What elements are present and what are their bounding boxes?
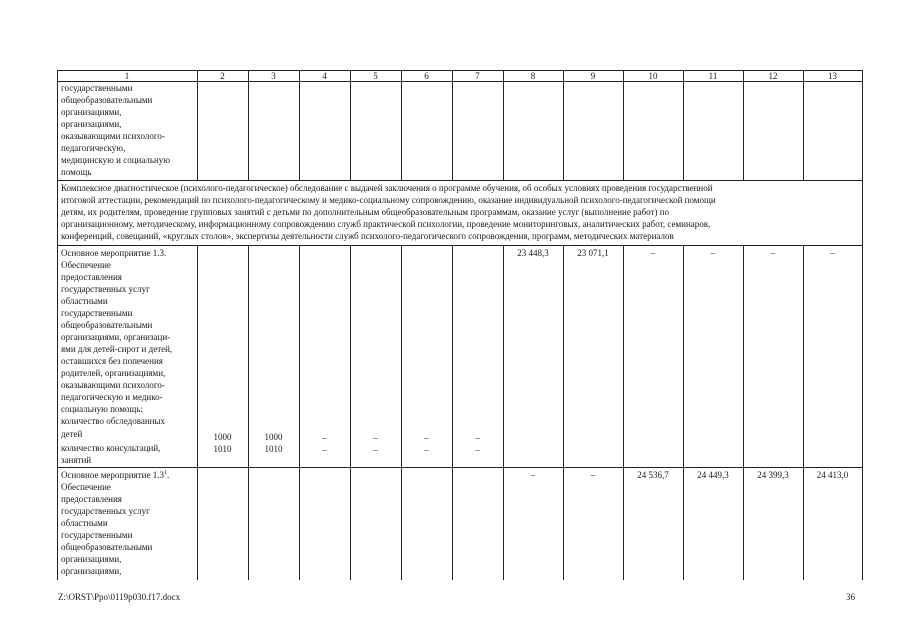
- column-divider: [197, 245, 198, 580]
- cell-text-line: Основное мероприятие 1.3.: [61, 248, 167, 258]
- row-divider: [57, 467, 863, 468]
- cell-text-line: занятий: [61, 455, 92, 465]
- cell-text-line: педагогическую,: [61, 143, 126, 153]
- row-c-title-end: .: [166, 470, 170, 480]
- table-border-left: [57, 70, 58, 580]
- row-divider: [57, 245, 863, 246]
- column-divider: [503, 245, 504, 580]
- cell-value: –: [475, 445, 480, 455]
- column-divider: [248, 70, 249, 180]
- cell-value: –: [590, 470, 596, 480]
- cell-text-line: общеобразовательными: [61, 320, 153, 330]
- cell-value: –: [373, 445, 378, 455]
- header-cell: 13: [828, 71, 837, 81]
- cell-value: 1010: [213, 444, 232, 454]
- cell-text-line: оказывающими психолого-: [61, 131, 165, 141]
- column-divider: [623, 70, 624, 180]
- page-number: 36: [846, 592, 855, 602]
- column-divider: [563, 70, 564, 180]
- header-row-divider: [57, 81, 863, 82]
- cell-text-line: педагогическую и медико-: [61, 392, 163, 402]
- cell-value: 24 413,0: [816, 470, 849, 480]
- column-divider: [743, 70, 744, 180]
- cell-value: –: [650, 248, 656, 258]
- cell-value: –: [322, 445, 327, 455]
- section-text-line: итоговой аттестации, рекомендаций по психолого-педагогическому и медико-социальному сопровождению, оказание индивидуальной психолого-педагогической помощи: [61, 195, 716, 205]
- row-c-title-superscript: 1: [163, 470, 167, 476]
- column-divider: [401, 70, 402, 180]
- column-divider: [401, 245, 402, 580]
- cell-value: 24 536,7: [637, 470, 669, 480]
- cell-text-line: родителей, организациями,: [61, 368, 166, 378]
- cell-value: –: [424, 433, 429, 443]
- header-cell: 1: [124, 71, 130, 81]
- cell-text-line: оказывающими психолого-: [61, 380, 165, 390]
- column-divider: [803, 245, 804, 580]
- cell-value: –: [710, 248, 716, 258]
- cell-value: 1000: [264, 432, 283, 442]
- cell-value: –: [424, 445, 429, 455]
- cell-value: –: [322, 433, 327, 443]
- cell-text-line: государственными: [61, 308, 133, 318]
- cell-text-line: помощь: [61, 167, 92, 177]
- cell-text-line: детей: [61, 429, 83, 439]
- cell-text-line: областными: [61, 518, 108, 528]
- column-divider: [248, 245, 249, 580]
- column-divider: [683, 70, 684, 180]
- header-cell: 12: [768, 71, 778, 81]
- section-text-line: детям, их родителям, проведение групповых занятий с детьми по дополнительным общеобразовательным программам, оказание услуг (выполнение работ) по: [61, 207, 670, 217]
- column-divider: [299, 70, 300, 180]
- column-divider: [350, 245, 351, 580]
- column-divider: [197, 70, 198, 180]
- section-text-line: конференций, совещаний, «круглых столов», экспертизы деятельности служб психолого-педагогического сопровождения, программ, методических материалов: [61, 231, 674, 241]
- cell-value: 24 449,3: [697, 470, 729, 480]
- header-cell: 4: [322, 71, 327, 81]
- cell-text-line: количество консультаций,: [61, 443, 161, 453]
- cell-text-line: медицинскую и социальную: [61, 155, 171, 165]
- header-cell: 2: [220, 71, 225, 81]
- cell-text-line: социальную помощь:: [61, 404, 143, 414]
- cell-text-line: организациями,: [61, 554, 122, 564]
- column-divider: [563, 245, 564, 580]
- cell-value: 23 448,3: [517, 248, 549, 258]
- cell-value: 1000: [213, 432, 232, 442]
- header-cell: 11: [708, 71, 718, 81]
- cell-text-line: организациями,: [61, 566, 122, 576]
- header-cell: 6: [424, 71, 429, 81]
- table-border-right: [862, 70, 863, 580]
- section-text-line: организационному, методическому, информационному сопровождению служб практической психологии, проведение мониторинговых, аналитических работ, семинаров,: [61, 219, 711, 229]
- cell-text-line: организациями,: [61, 107, 122, 117]
- cell-value: 1010: [264, 444, 283, 454]
- cell-text-line: предоставления: [61, 494, 122, 504]
- cell-text-line: государственными: [61, 83, 133, 93]
- cell-text-line: организациями, организаци-: [61, 332, 171, 342]
- row-divider: [57, 180, 863, 181]
- cell-value: 23 071,1: [577, 248, 609, 258]
- column-divider: [503, 70, 504, 180]
- cell-text-line: оставшихся без попечения: [61, 356, 163, 366]
- cell-value: –: [475, 433, 480, 443]
- cell-text-line: государственными: [61, 530, 133, 540]
- cell-text-line: общеобразовательными: [61, 542, 153, 552]
- cell-value: –: [373, 433, 378, 443]
- column-divider: [623, 245, 624, 580]
- footer-file-path: Z:\ORST\Ppo\0119p030.f17.docx: [58, 592, 181, 602]
- cell-text-line: количество обследованных: [61, 416, 166, 426]
- cell-value: –: [770, 248, 776, 258]
- cell-text-line: областными: [61, 296, 108, 306]
- cell-text-line: государственных услуг: [61, 284, 150, 294]
- header-cell: 5: [373, 71, 378, 81]
- column-divider: [452, 245, 453, 580]
- cell-text-line: предоставления: [61, 272, 122, 282]
- cell-value: 24 399,3: [757, 470, 789, 480]
- cell-text-line: организациями,: [61, 119, 122, 129]
- column-divider: [452, 70, 453, 180]
- cell-value: –: [830, 248, 835, 258]
- column-divider: [803, 70, 804, 180]
- cell-text-line: общеобразовательными: [61, 95, 153, 105]
- cell-text-line: Обеспечение: [61, 482, 111, 492]
- column-divider: [299, 245, 300, 580]
- header-cell: 10: [648, 71, 658, 81]
- column-divider: [683, 245, 684, 580]
- column-divider: [743, 245, 744, 580]
- header-cell: 8: [530, 71, 536, 81]
- cell-text-line: ями для детей-сирот и детей,: [61, 344, 173, 354]
- header-cell: 9: [590, 71, 596, 81]
- section-text-line: Комплексное диагностическое (психолого-педагогическое) обследование с выдачей заключения о программе обучения, об особых условиях проведения государственной: [61, 183, 713, 193]
- row-c-title-main: Основное мероприятие 1.3: [61, 470, 164, 480]
- header-cell: 3: [271, 71, 276, 81]
- cell-text-line: Обеспечение: [61, 260, 111, 270]
- row-c-title: [61, 469, 169, 481]
- cell-text-line: государственных услуг: [61, 506, 150, 516]
- cell-value: –: [530, 470, 536, 480]
- column-divider: [350, 70, 351, 180]
- header-cell: 7: [475, 71, 480, 81]
